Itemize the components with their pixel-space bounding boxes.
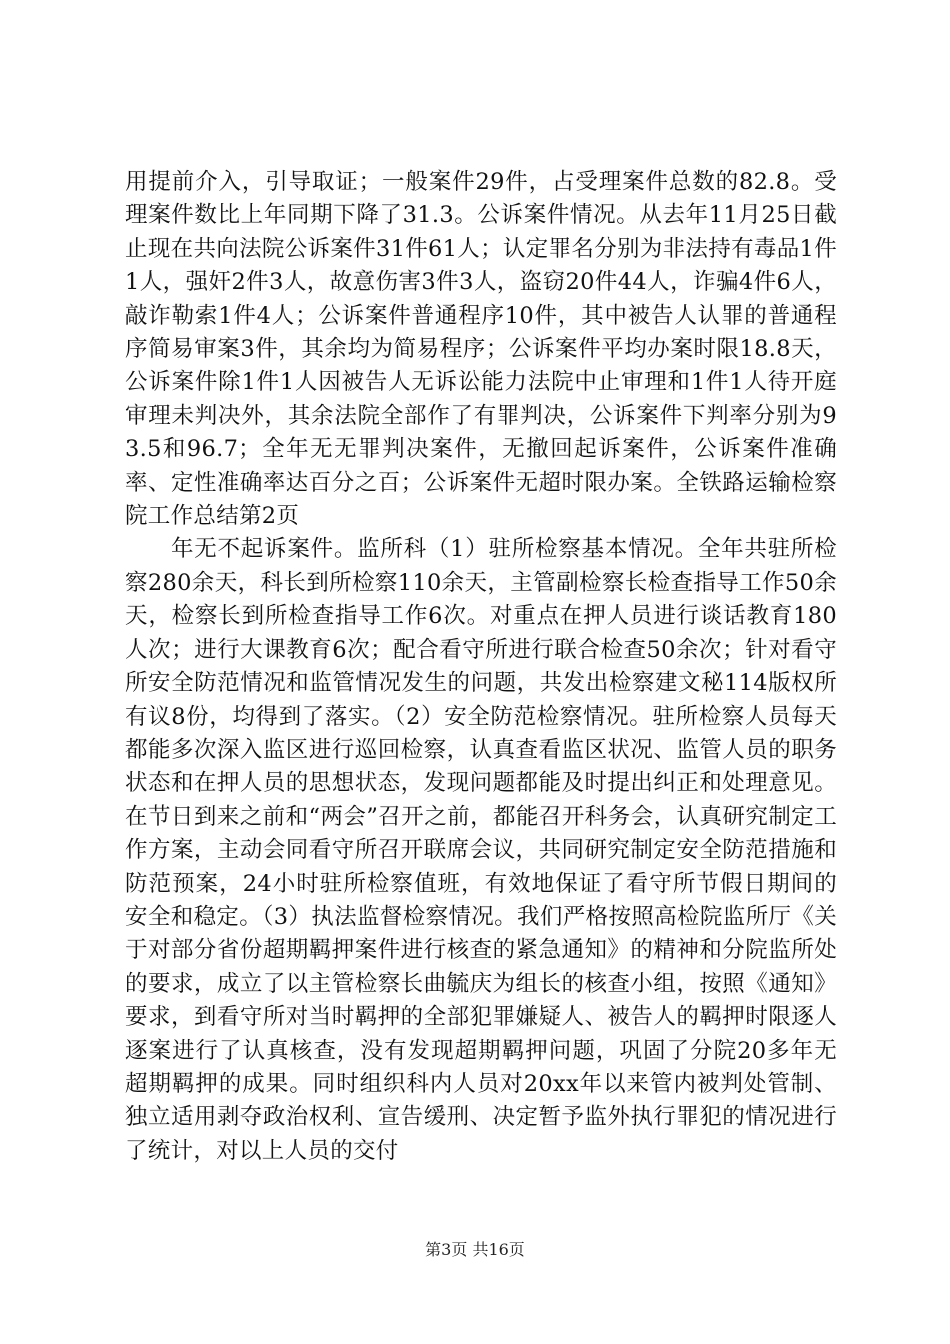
document-body — [125, 166, 837, 1168]
paragraph-2: 年无不起诉案件。监所科（1）驻所检察基本情况。全年共驻所检察280余天，科长到所检察110余天，主管副检察长检查指导工作50余天，检察长到所检查指导工作6次。对重点在押人员进行谈话教育180人次；进行大课教育6次；配合看守所进行联合检查50余次；针对看守所安全防范情况和监管情况发生的问题，共发出检察建文秘114版权所有议8份，均得到了落实。（2）安全防范检察情况。驻所检察人员每天都能多次深入监区进行巡回检察，认真查看监区状况、监管人员的职务状态和在押人员的思想状态，发现问题都能及时提出纠正和处理意见。在节日到来之前和“两会”召开之前，都能召开科务会，认真研究制定工作方案，主动会同看守所召开联席会议，共同研究制定安全防范措施和防范预案，24小时驻所检察值班，有效地保证了看守所节假日期间的安全和稳定。（3）执法监督检察情况。我们严格按照高检院监所厅《关于对部分省份超期羁押案件进行核查的紧急通知》的精神和分院监所处的要求，成立了以主管检察长曲毓庆为组长的核查小组，按照《通知》要求，到看守所对当时羁押的全部犯罪嫌疑人、被告人的羁押时限逐人逐案进行了认真核查，没有发现超期羁押问题，巩固了分院20多年无超期羁押的成果。同时组织科内人员对20xx年以来管内被判处管制、独立适用剥夺政治权利、宣告缓刑、决定暂予监外执行罪犯的情况进行了统计，对以上人员的交付 — [125, 536, 837, 1164]
page-footer: 第3页 共16页 — [425, 1240, 525, 1259]
paragraph-1: 用提前介入，引导取证；一般案件29件，占受理案件总数的82.8。受理案件数比上年同期下降了31.3。公诉案件情况。从去年11月25日截止现在共向法院公诉案件31件61人；认定罪名分别为非法持有毒品1件1人，强奸2件3人，故意伤害3件3人，盗窃20件44人，诈骗4件6人，敲诈勒索1件4人；公诉案件普通程序10件，其中被告人认罪的普通程序简易审案3件，其余均为简易程序；公诉案件平均办案时限18.8天，公诉案件除1件1人因被告人无诉讼能力法院中止审理和1件1人待开庭审理未判决外，其余法院全部作了有罪判决，公诉案件下判率分别为93.5和96.7；全年无无罪判决案件，无撤回起诉案件，公诉案件准确率、定性准确率达百分之百；公诉案件无超时限办案。全铁路运输检察院工作总结第2页 — [125, 169, 837, 530]
